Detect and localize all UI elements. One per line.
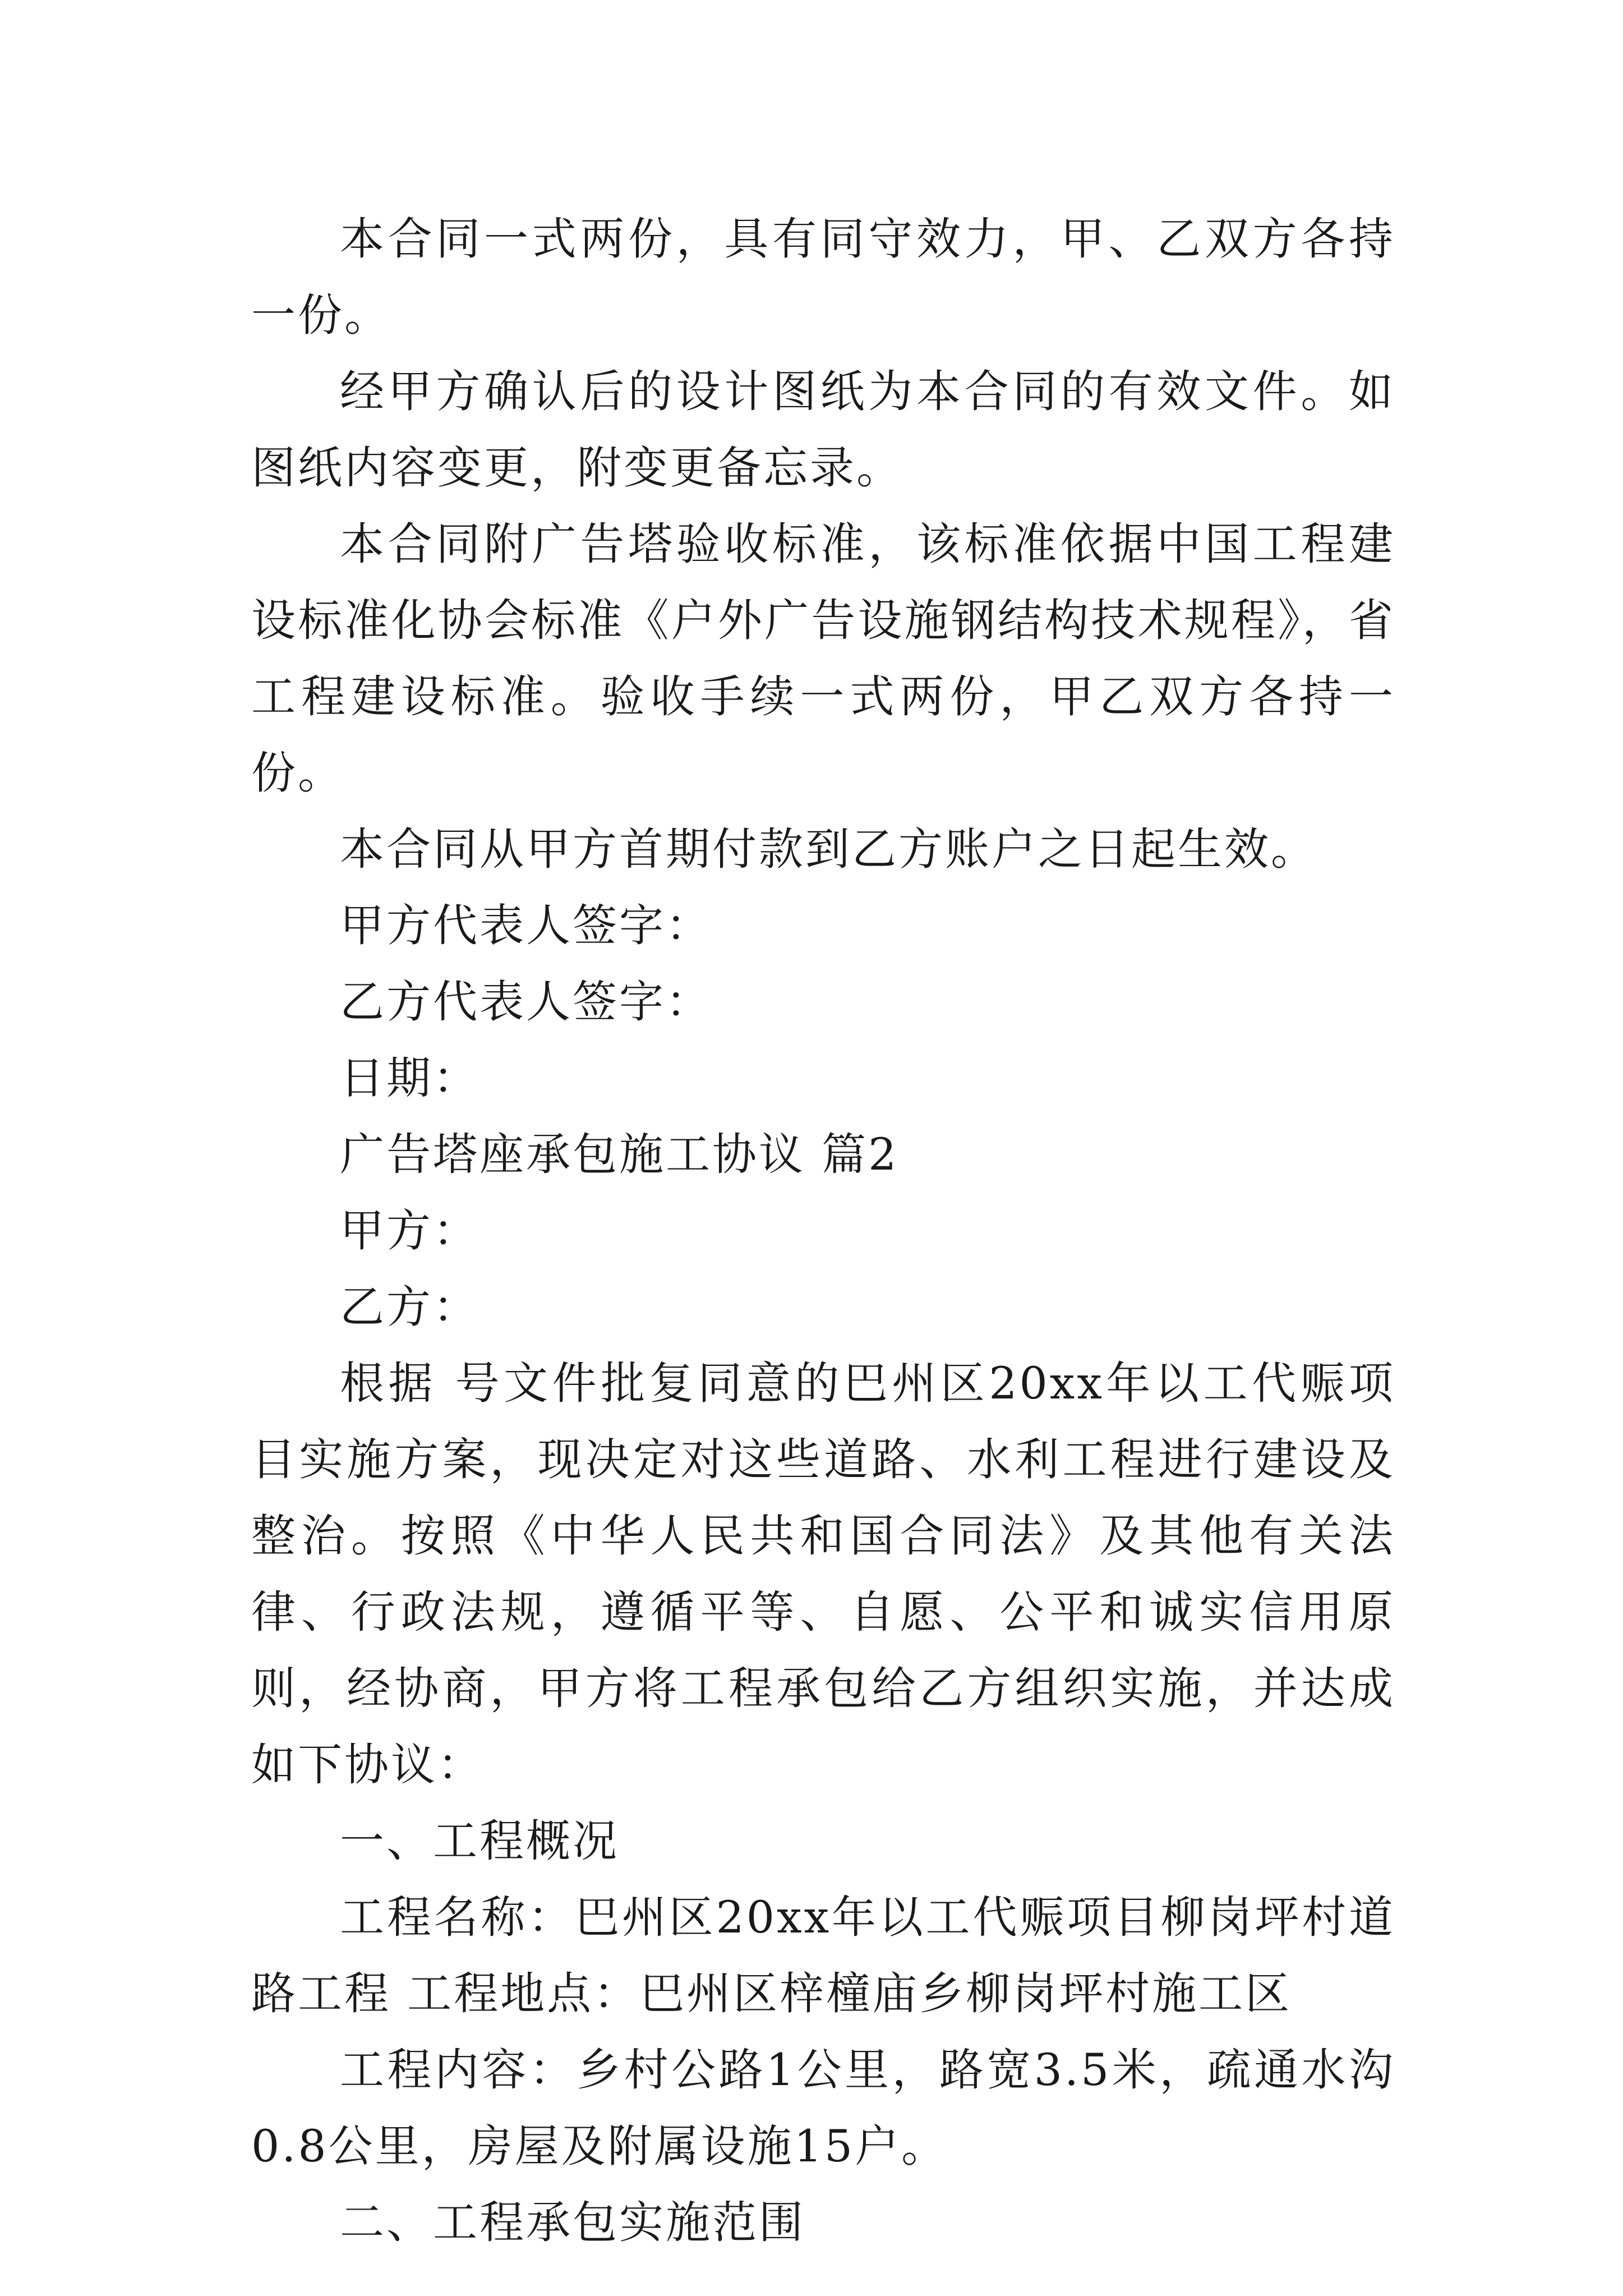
paragraph-project-name: 工程名称：巴州区20xx年以工代赈项目柳岗坪村道路工程 工程地点：巴州区梓橦庙乡柳岗坪村施工区 — [251, 1892, 1395, 2019]
heading-project-overview: 一、工程概况 — [340, 1815, 619, 1867]
paragraph-copies: 本合同一式两份，具有同守效力，甲、乙双方各持一份。 — [251, 213, 1395, 341]
party-b-signature-label: 乙方代表人签字： — [340, 976, 712, 1028]
document-body — [251, 201, 1395, 2261]
date-label: 日期： — [340, 1052, 479, 1104]
heading-contract-scope: 二、工程承包实施范围 — [340, 2197, 805, 2248]
paragraph-design-drawings: 经甲方确认后的设计图纸为本合同的有效文件。如图纸内容变更，附变更备忘录。 — [251, 366, 1395, 494]
section-title: 广告塔座承包施工协议 篇2 — [340, 1129, 899, 1180]
paragraph-acceptance-standard: 本合同附广告塔验收标准，该标准依据中国工程建设标准化协会标准《户外广告设施钢结构技术规程》，省工程建设标准。验收手续一式两份，甲乙双方各持一份。 — [251, 518, 1395, 799]
party-a-label: 甲方： — [340, 1205, 479, 1257]
paragraph-project-content: 工程内容：乡村公路1公里，路宽3.5米，疏通水沟0.8公里，房屋及附属设施15户。 — [251, 2044, 1395, 2172]
paragraph-preamble: 根据 号文件批复同意的巴州区20xx年以工代赈项目实施方案，现决定对这些道路、水利工程进行建设及整治。按照《中华人民共和国合同法》及其他有关法律、行政法规，遵循平等、自愿、公平和诚实信用原则，经协商，甲方将工程承包给乙方组织实施，并达成如下协议： — [251, 1358, 1395, 1791]
party-a-signature-label: 甲方代表人签字： — [340, 900, 712, 951]
paragraph-effective-date: 本合同从甲方首期付款到乙方账户之日起生效。 — [340, 823, 1317, 875]
party-b-label: 乙方： — [340, 1281, 479, 1333]
